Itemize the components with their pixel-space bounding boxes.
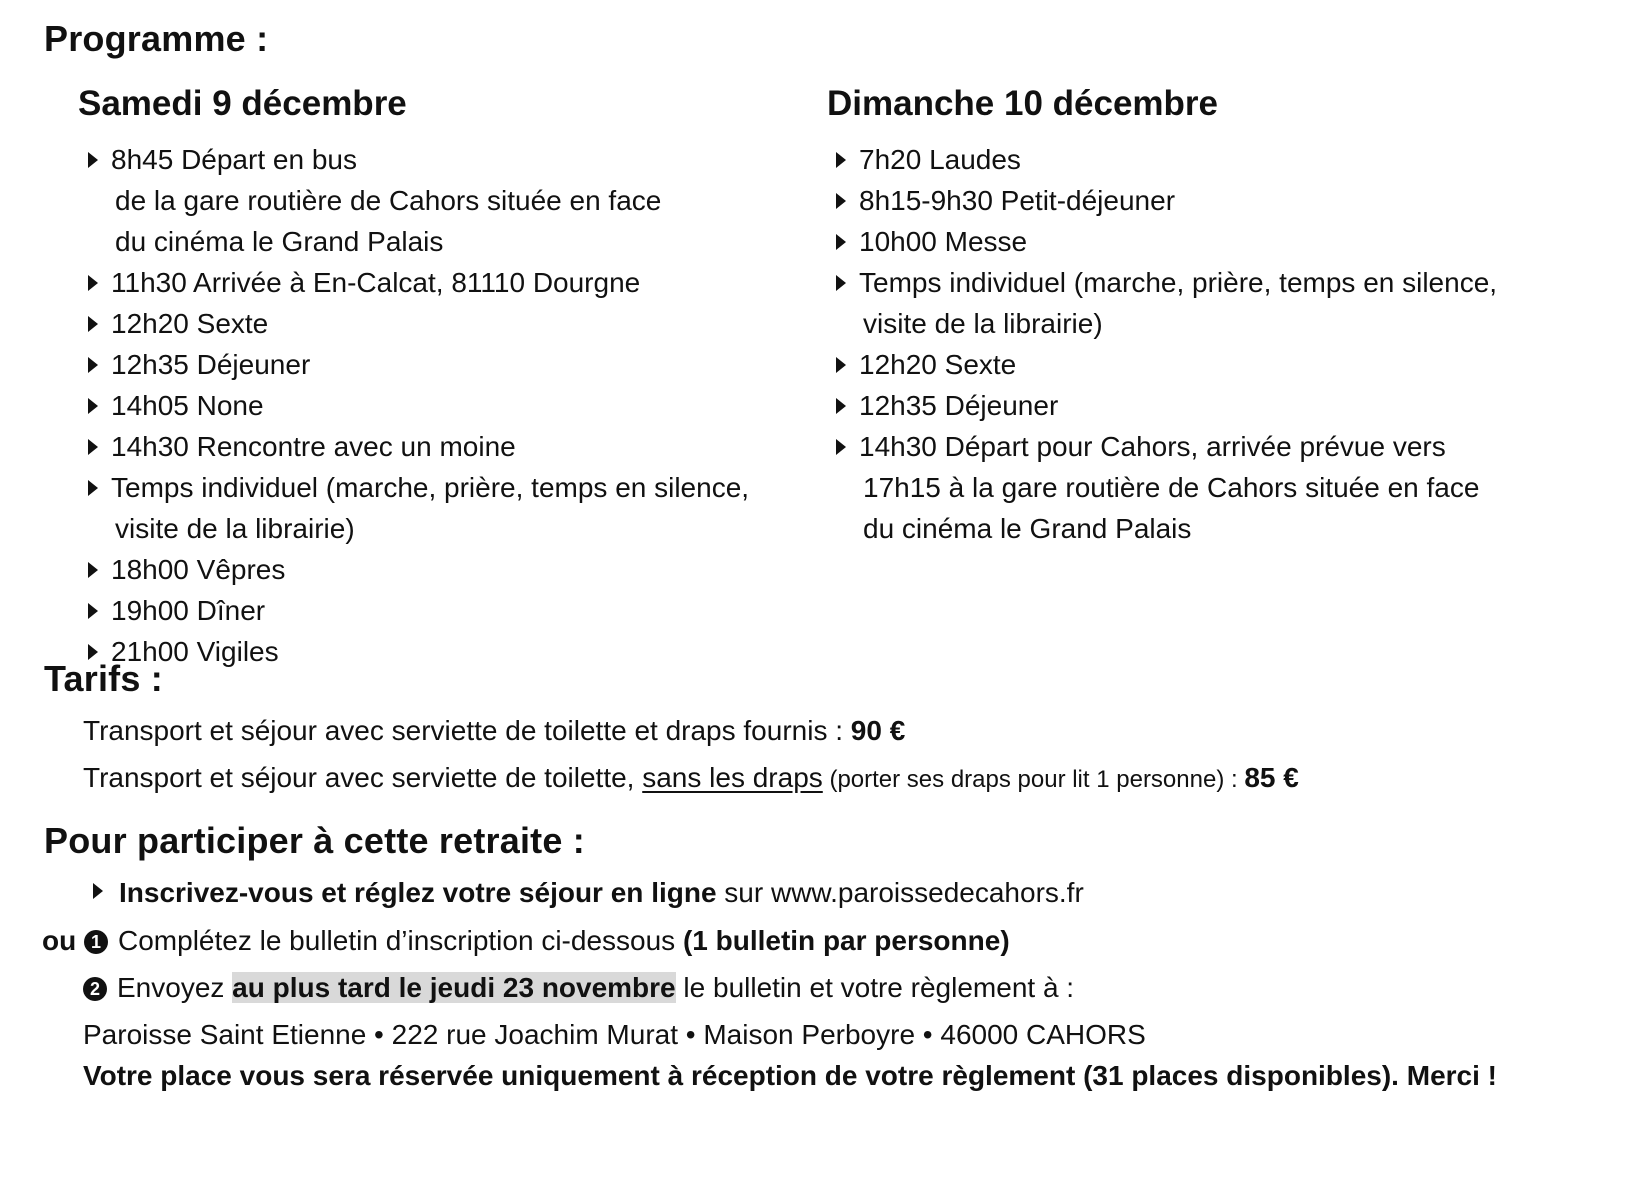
bullet-triangle-icon: [836, 439, 846, 455]
schedule-item-text: 10h00 Messe: [859, 226, 1028, 257]
schedule-item: [836, 344, 1497, 385]
step-2-text: Envoyez: [117, 972, 233, 1003]
tarif-line-2-note: (porter ses draps pour lit 1 personne) :: [822, 766, 1245, 793]
online-signup-line: [93, 877, 1084, 909]
tarif-line-2-text: Transport et séjour avec serviette de toilette,: [83, 762, 643, 793]
step-1-text: Complétez le bulletin d’inscription ci-dessous: [118, 925, 683, 956]
schedule-item: [88, 426, 749, 467]
saturday-title: Samedi 9 décembre: [78, 84, 407, 123]
bullet-triangle-icon: [836, 152, 846, 168]
bullet-triangle-icon: [88, 152, 98, 168]
schedule-item-text: 12h35 Déjeuner: [111, 349, 311, 380]
tarif-price-1: 90 €: [850, 715, 906, 746]
schedule-item-continuation: visite de la librairie): [863, 308, 1103, 339]
bullet-triangle-icon: [88, 480, 98, 496]
step-2-line: [83, 972, 1074, 1004]
schedule-item-text: 14h05 None: [111, 390, 264, 421]
tarif-line-1-text: Transport et séjour avec serviette de toilette et draps fournis :: [83, 715, 851, 746]
bullet-triangle-icon: [88, 275, 98, 291]
bullet-triangle-icon: [88, 603, 98, 619]
step-1-line: [42, 925, 1010, 957]
tarif-price-2: 85 €: [1244, 762, 1299, 793]
schedule-item: [836, 262, 1497, 344]
schedule-item-text: 7h20 Laudes: [859, 144, 1021, 175]
schedule-item: [88, 467, 749, 549]
address-line: Paroisse Saint Etienne • 222 rue Joachim Murat • Maison Perboyre • 46000 CAHORS: [83, 1019, 1146, 1050]
schedule-item-text: 11h30 Arrivée à En-Calcat, 81110 Dourgne: [111, 267, 641, 298]
schedule-item-continuation: de la gare routière de Cahors située en face: [115, 185, 662, 216]
schedule-item-continuation: du cinéma le Grand Palais: [863, 513, 1192, 544]
deadline-highlight: au plus tard le jeudi 23 novembre: [232, 972, 676, 1003]
step-2-text-2: le bulletin et votre règlement à :: [675, 972, 1075, 1003]
schedule-item: [836, 221, 1497, 262]
tarifs-heading: Tarifs :: [44, 658, 163, 699]
schedule-item: [88, 139, 749, 262]
bullet-triangle-icon: [93, 883, 103, 899]
tarif-line-2: [83, 762, 1299, 794]
schedule-item: [88, 590, 749, 631]
tarif-line-2-underlined: sans les draps: [642, 762, 823, 793]
schedule-item: [836, 426, 1497, 549]
bullet-triangle-icon: [88, 316, 98, 332]
bullet-triangle-icon: [88, 439, 98, 455]
sunday-title: Dimanche 10 décembre: [827, 84, 1219, 123]
online-signup-text: sur www.paroissedecahors.fr: [716, 877, 1084, 908]
schedule-item: [88, 385, 749, 426]
schedule-item-text: 18h00 Vêpres: [111, 554, 286, 585]
schedule-item: [88, 549, 749, 590]
schedule-item: [88, 344, 749, 385]
online-signup-bold: Inscrivez-vous et réglez votre séjour en ligne: [119, 877, 717, 908]
bullet-triangle-icon: [836, 275, 846, 291]
schedule-item: [88, 262, 749, 303]
schedule-item: [836, 139, 1497, 180]
schedule-item-text: 12h20 Sexte: [859, 349, 1017, 380]
bullet-triangle-icon: [88, 562, 98, 578]
participer-heading: Pour participer à cette retraite :: [44, 820, 585, 861]
programme-heading: Programme :: [44, 18, 269, 59]
schedule-item-continuation: visite de la librairie): [115, 513, 355, 544]
schedule-item: [88, 631, 749, 672]
schedule-item-text: 21h00 Vigiles: [111, 636, 279, 667]
sunday-schedule: [836, 139, 1497, 549]
bullet-triangle-icon: [836, 234, 846, 250]
tarif-line-1: [83, 715, 905, 747]
bullet-triangle-icon: [836, 193, 846, 209]
reservation-notice: Votre place vous sera réservée uniquement à réception de votre règlement (31 places disponibles). Merci !: [83, 1060, 1497, 1091]
schedule-item: [836, 180, 1497, 221]
schedule-item-text: Temps individuel (marche, prière, temps en silence,: [859, 267, 1498, 298]
schedule-item-continuation: 17h15 à la gare routière de Cahors située en face: [863, 472, 1480, 503]
bullet-triangle-icon: [88, 398, 98, 414]
schedule-item-text: 14h30 Rencontre avec un moine: [111, 431, 516, 462]
step-1-number-icon: 1: [84, 930, 108, 954]
step-1-bold: (1 bulletin par personne): [682, 925, 1010, 956]
schedule-item-text: 12h35 Déjeuner: [859, 390, 1059, 421]
schedule-item-text: 8h45 Départ en bus: [111, 144, 357, 175]
schedule-item-text: 19h00 Dîner: [111, 595, 266, 626]
schedule-item-text: 14h30 Départ pour Cahors, arrivée prévue vers: [859, 431, 1446, 462]
schedule-item: [88, 303, 749, 344]
bullet-triangle-icon: [836, 398, 846, 414]
bullet-triangle-icon: [88, 357, 98, 373]
ou-label: ou: [42, 925, 77, 956]
schedule-item-text: 8h15-9h30 Petit-déjeuner: [859, 185, 1176, 216]
schedule-item-text: Temps individuel (marche, prière, temps en silence,: [111, 472, 750, 503]
step-2-number-icon: 2: [83, 977, 107, 1001]
saturday-schedule: [88, 139, 749, 672]
bullet-triangle-icon: [836, 357, 846, 373]
schedule-item-continuation: du cinéma le Grand Palais: [115, 226, 444, 257]
schedule-item: [836, 385, 1497, 426]
schedule-item-text: 12h20 Sexte: [111, 308, 269, 339]
